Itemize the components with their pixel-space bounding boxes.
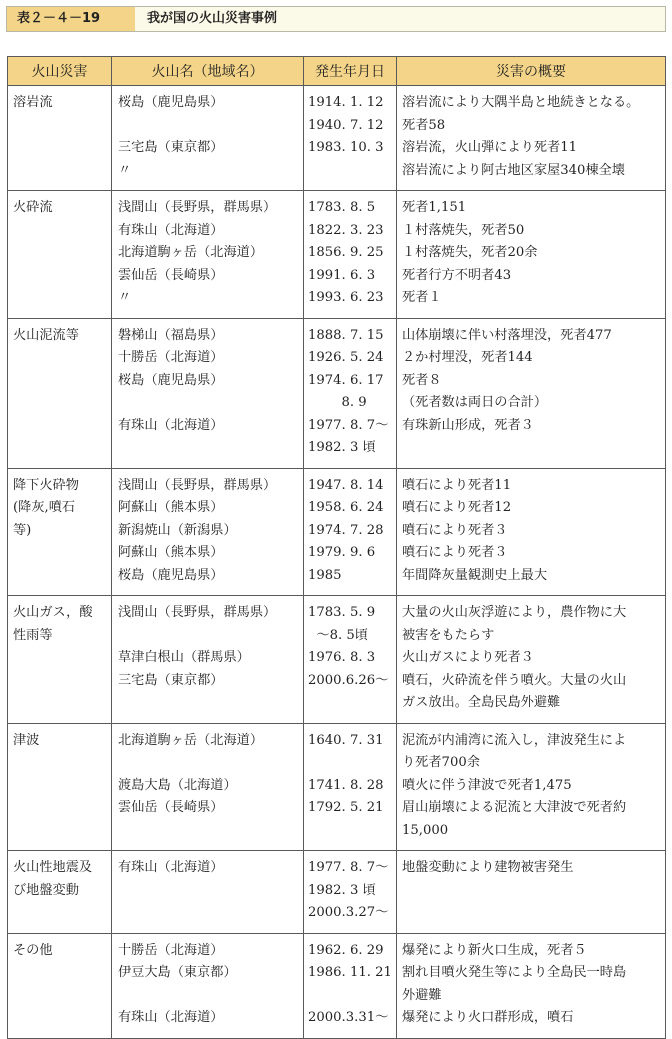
summary-line: 外避難 [402, 987, 442, 1003]
date-line: 1974. 6. 17 [308, 372, 384, 388]
summary-cell [397, 318, 666, 468]
header-category: 火山災害 [8, 57, 112, 86]
volcano-cell [112, 933, 304, 1038]
table-number: 表２－４－19 [7, 7, 135, 31]
volcano-line: 雲仙岳（長崎県） [118, 267, 224, 283]
volcano-line: 桜島（鹿児島県） [118, 567, 224, 583]
date-cell [304, 191, 397, 319]
date-line: 2000.3.27～ [308, 905, 389, 920]
summary-line: ２か村埋没，死者144 [402, 350, 533, 365]
date-line: 8. 9 [308, 395, 367, 410]
date-line: ～8. 5頃 [308, 627, 368, 643]
volcano-line: 伊豆大島（東京都） [118, 965, 237, 980]
summary-cell [397, 596, 666, 724]
date-line: 1977. 8. 7～ [308, 860, 389, 875]
date-line: 1783. 8. 5 [308, 200, 376, 215]
volcano-line: 有珠山（北海道） [118, 417, 224, 433]
table-row [8, 318, 666, 468]
date-line: 1783. 5. 9 [308, 605, 376, 620]
header-row [8, 57, 666, 86]
category-line: 津波 [13, 732, 40, 748]
date-line: 1979. 9. 6 [308, 545, 376, 560]
category-cell [8, 596, 112, 724]
table-row [8, 851, 666, 934]
volcano-line: 桜島（鹿児島県） [118, 95, 224, 110]
summary-cell [397, 468, 666, 596]
summary-line: 大量の火山灰浮遊により，農作物に大 [402, 605, 627, 620]
summary-line: （死者数は両日の合計） [402, 395, 548, 410]
summary-line: 地盤変動により建物被害発生 [402, 860, 574, 875]
summary-line: 死者1,151 [402, 200, 467, 215]
header-volcano: 火山名（地域名） [112, 57, 304, 86]
category-line: 火山性地震及 [13, 860, 93, 875]
volcano-line [118, 820, 303, 843]
date-line: 2000.3.31～ [308, 1010, 389, 1025]
table-row [8, 468, 666, 596]
summary-line: 溶岩流，火山弾により死者11 [402, 140, 578, 155]
date-line: 1822. 3. 23 [308, 222, 384, 238]
date-line [308, 820, 396, 843]
volcano-line: 三宅島（東京都） [118, 140, 224, 155]
summary-line: 割れ目噴火発生等により全島民一時島 [402, 965, 627, 980]
summary-line: 噴石により死者12 [402, 500, 512, 515]
volcano-line [118, 752, 303, 775]
summary-line: 噴石により死者11 [402, 477, 512, 493]
summary-line: 死者58 [402, 117, 446, 133]
category-cell [8, 851, 112, 934]
volcano-line: 〃 [118, 162, 132, 178]
category-cell [8, 723, 112, 851]
category-cell [8, 933, 112, 1038]
volcano-line: 新潟焼山（新潟県） [118, 522, 237, 538]
summary-line: 死者８ [402, 372, 442, 388]
summary-line: 噴火に伴う津波で死者1,475 [402, 777, 572, 793]
summary-line: 爆発により火口群形成，噴石 [402, 1010, 574, 1025]
table-row [8, 191, 666, 319]
date-line: 1977. 8. 7～ [308, 417, 389, 433]
summary-cell [397, 723, 666, 851]
category-line: その他 [13, 942, 53, 958]
volcano-line: 〃 [118, 290, 132, 305]
date-line: 1993. 6. 23 [308, 290, 384, 305]
summary-line: り死者700余 [402, 755, 480, 770]
date-cell [304, 318, 397, 468]
volcano-line [118, 985, 303, 1008]
volcano-line [118, 437, 303, 460]
volcano-line [118, 902, 303, 925]
category-cell [8, 318, 112, 468]
summary-line: 噴石により死者３ [402, 545, 508, 560]
summary-line: 山体崩壊に伴い村落埋没，死者477 [402, 327, 612, 343]
volcano-line [118, 392, 303, 415]
volcano-line [118, 115, 303, 138]
volcano-cell [112, 596, 304, 724]
volcano-line: 有珠山（北海道） [118, 1010, 224, 1025]
summary-line: 15,000 [402, 822, 449, 838]
date-cell [304, 933, 397, 1038]
date-line: 1962. 6. 29 [308, 942, 384, 958]
date-line [308, 160, 396, 183]
header-date: 発生年月日 [304, 57, 397, 86]
volcano-line: 草津白根山（群馬県） [118, 650, 250, 665]
category-line: 火山ガス，酸 [13, 605, 93, 620]
table-title: 我が国の火山災害事例 [147, 11, 278, 26]
date-line: 1947. 8. 14 [308, 477, 384, 493]
date-line: 1982. 3 頃 [308, 440, 376, 455]
summary-cell [397, 933, 666, 1038]
volcano-line: 浅間山（長野県，群馬県） [118, 477, 277, 493]
volcano-line: 桜島（鹿児島県） [118, 372, 224, 388]
date-cell [304, 86, 397, 191]
volcano-line: 阿蘇山（熊本県） [118, 545, 224, 560]
date-line: 1986. 11. 21 [308, 965, 392, 980]
volcano-line: 北海道駒ヶ岳（北海道） [118, 245, 264, 260]
date-line: 1991. 6. 3 [308, 267, 376, 283]
summary-line: 年間降灰量観測史上最大 [402, 567, 548, 583]
summary-cell [397, 851, 666, 934]
category-cell [8, 468, 112, 596]
volcano-line: 有珠山（北海道） [118, 222, 224, 238]
table-row [8, 596, 666, 724]
date-line: 1640. 7. 31 [308, 732, 384, 748]
summary-cell [397, 86, 666, 191]
category-line: び地盤変動 [13, 882, 79, 898]
volcano-line: 有珠山（北海道） [118, 860, 224, 875]
summary-line: 火山ガスにより死者３ [402, 650, 534, 665]
volcano-line: 渡島大島（北海道） [118, 777, 237, 793]
date-line: 1974. 7. 28 [308, 522, 384, 538]
date-line: 2000.6.26～ [308, 672, 389, 688]
volcano-line [118, 880, 303, 903]
summary-line: ガス放出。全島民島外避難 [402, 695, 561, 710]
summary-cell [397, 191, 666, 319]
summary-line [402, 437, 663, 460]
volcano-cell [112, 191, 304, 319]
date-cell [304, 468, 397, 596]
date-line: 1926. 5. 24 [308, 350, 384, 365]
date-line: 1792. 5. 21 [308, 800, 384, 815]
summary-line: 死者１ [402, 290, 442, 305]
volcano-line: 十勝岳（北海道） [118, 942, 224, 958]
summary-line [402, 902, 663, 925]
volcano-disaster-table [7, 56, 666, 1039]
volcano-cell [112, 851, 304, 934]
table-row [8, 933, 666, 1038]
header-summary: 災害の概要 [397, 57, 666, 86]
table-row [8, 723, 666, 851]
date-line: 1985 [308, 567, 342, 583]
date-line: 1958. 6. 24 [308, 500, 384, 515]
summary-line [402, 880, 663, 903]
volcano-cell [112, 468, 304, 596]
volcano-line [118, 625, 303, 648]
date-line [308, 752, 396, 775]
date-line: 1741. 8. 28 [308, 777, 384, 793]
date-line: 1982. 3 頃 [308, 882, 376, 898]
table-title-bar [6, 6, 666, 32]
summary-line: 噴石，火砕流を伴う噴火。大量の火山 [402, 672, 627, 688]
date-line: 1940. 7. 12 [308, 117, 384, 133]
volcano-line: 浅間山（長野県，群馬県） [118, 605, 277, 620]
summary-line: 被害をもたらす [402, 627, 495, 643]
volcano-line [118, 692, 303, 715]
date-cell [304, 851, 397, 934]
summary-line: 眉山崩壊による泥流と大津波で死者約 [402, 800, 627, 815]
summary-line: １村落焼失，死者50 [402, 222, 525, 238]
category-cell [8, 191, 112, 319]
summary-line: 泥流が内浦湾に流入し，津波発生によ [402, 732, 627, 748]
volcano-line: 十勝岳（北海道） [118, 350, 224, 365]
date-line: 1976. 8. 3 [308, 650, 376, 665]
summary-line: １村落焼失，死者20余 [402, 245, 538, 260]
volcano-line: 磐梯山（福島県） [118, 327, 224, 343]
category-line: 等) [13, 522, 32, 538]
date-line: 1914. 1. 12 [308, 95, 384, 110]
summary-line: 有珠新山形成，死者３ [402, 417, 534, 433]
date-line: 1856. 9. 25 [308, 245, 384, 260]
date-line [308, 985, 396, 1008]
category-cell [8, 86, 112, 191]
category-line: 火砕流 [13, 200, 53, 215]
date-cell [304, 596, 397, 724]
category-line: 性雨等 [13, 627, 53, 643]
summary-line: 死者行方不明者43 [402, 267, 512, 283]
category-line: 溶岩流 [13, 95, 53, 110]
volcano-cell [112, 318, 304, 468]
volcano-cell [112, 723, 304, 851]
summary-line: 溶岩流により阿古地区家屋340棟全壊 [402, 162, 625, 178]
category-line: 降下火砕物 [13, 477, 79, 493]
volcano-cell [112, 86, 304, 191]
date-line: 1888. 7. 15 [308, 327, 384, 343]
volcano-line: 三宅島（東京都） [118, 672, 224, 688]
date-line [308, 692, 396, 715]
date-cell [304, 723, 397, 851]
category-line: (降灰,噴石 [13, 500, 76, 515]
volcano-line: 阿蘇山（熊本県） [118, 500, 224, 515]
summary-line: 噴石により死者３ [402, 522, 508, 538]
volcano-line: 雲仙岳（長崎県） [118, 800, 224, 815]
table-row [8, 86, 666, 191]
summary-line: 溶岩流により大隅半島と地続きとなる。 [402, 95, 640, 110]
category-line: 火山泥流等 [13, 327, 79, 343]
summary-line: 爆発により新火口生成，死者５ [402, 942, 587, 958]
volcano-line: 北海道駒ヶ岳（北海道） [118, 732, 264, 748]
volcano-line: 浅間山（長野県，群馬県） [118, 200, 277, 215]
date-line: 1983. 10. 3 [308, 140, 384, 155]
